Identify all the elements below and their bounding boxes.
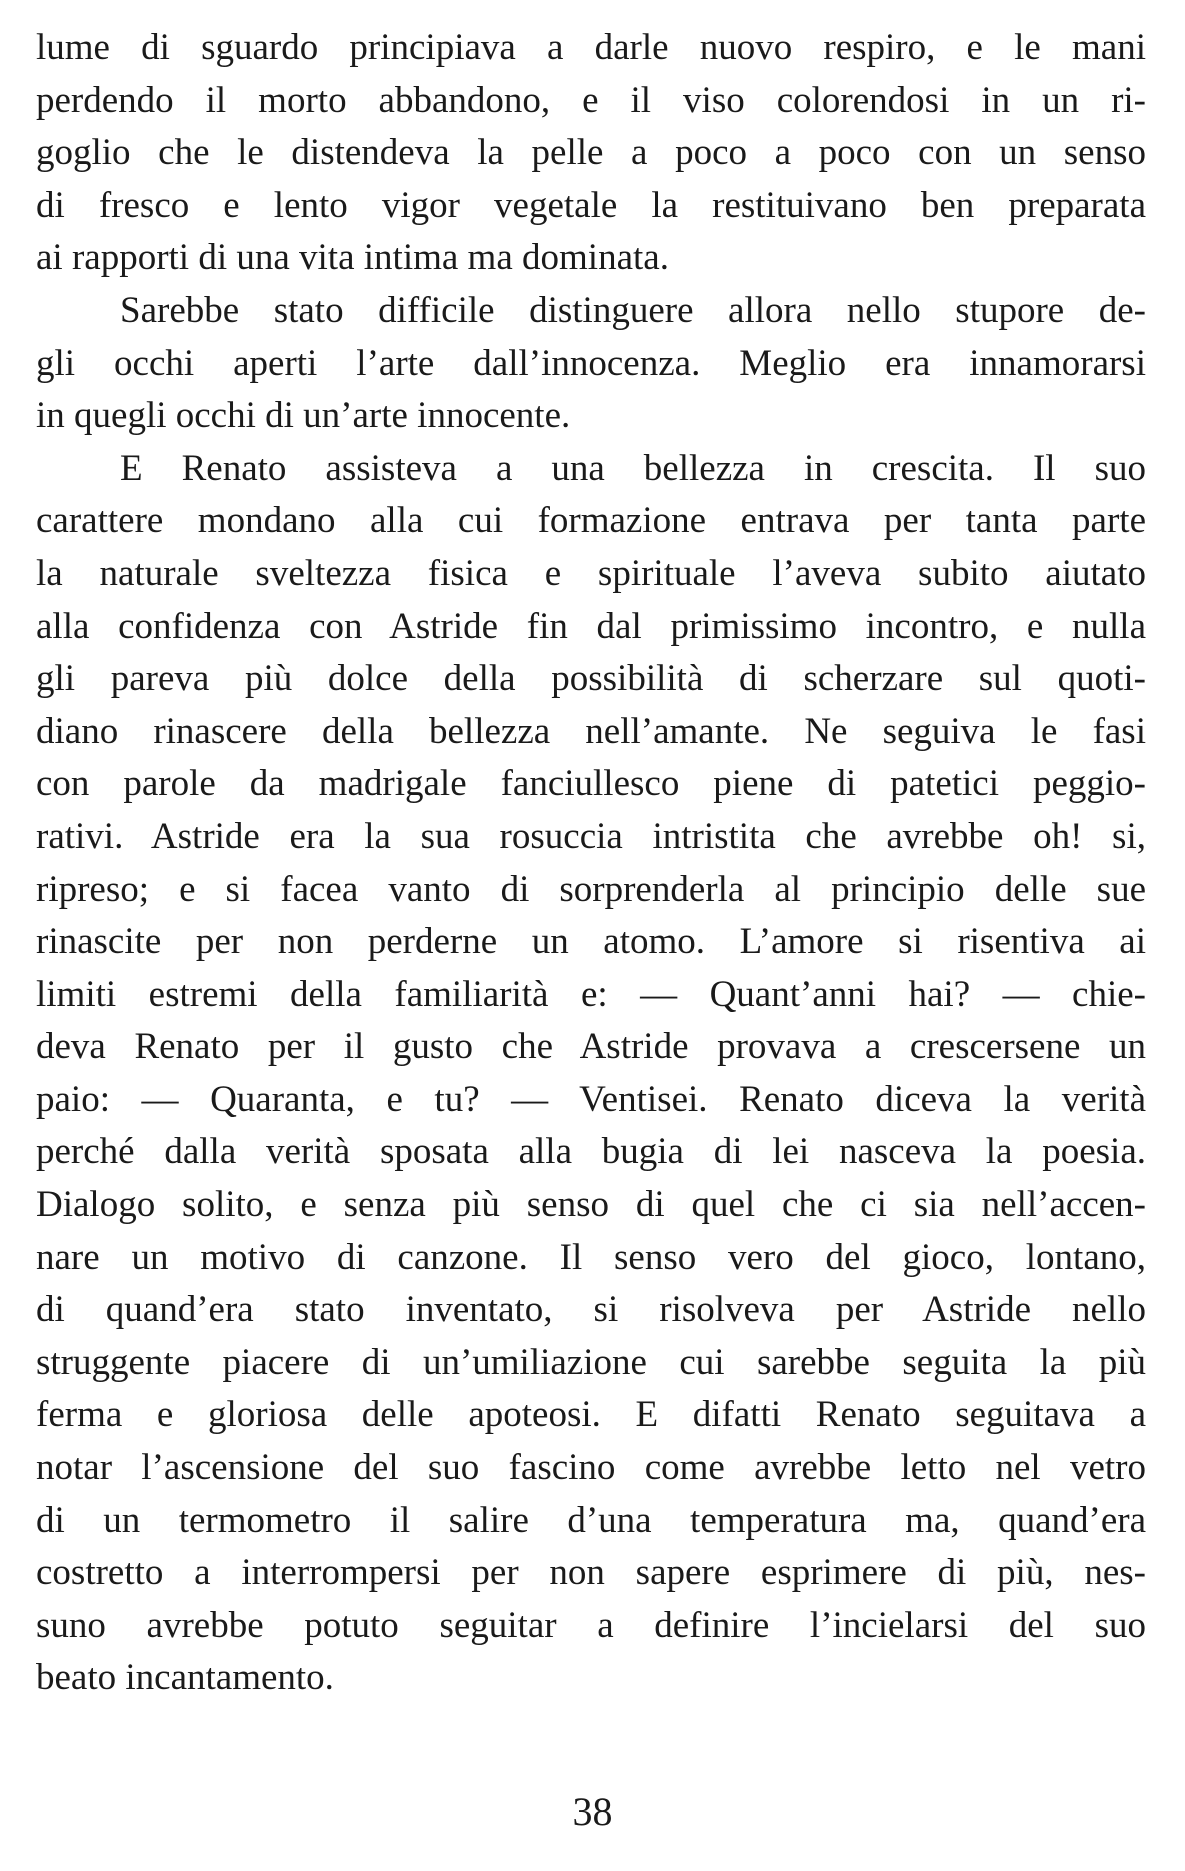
text-line: struggente piacere di un’umiliazione cui sarebbe seguita la più — [36, 1341, 1146, 1383]
text-line: nare un motivo di canzone. Il senso vero del gioco, lontano, — [36, 1236, 1146, 1278]
text-line: alla confidenza con Astride fin dal primissimo incontro, e nulla — [36, 605, 1146, 647]
text-line: ferma e gloriosa delle apoteosi. E difatti Renato seguitava a — [36, 1394, 1146, 1436]
body-text — [36, 22, 1146, 1705]
text-line: in quegli occhi di un’arte innocente. — [36, 395, 571, 437]
text-line: limiti estremi della familiarità e: — Quant’anni hai? — chie- — [36, 973, 1146, 1015]
text-line: ripreso; e si facea vanto di sorprenderla al principio delle sue — [36, 868, 1146, 910]
text-line: perché dalla verità sposata alla bugia di lei nasceva la poesia. — [36, 1131, 1146, 1173]
text-line: paio: — Quaranta, e tu? — Ventisei. Renato diceva la verità — [36, 1078, 1146, 1120]
text-line: suno avrebbe potuto seguitar a definire l’incielarsi del suo — [36, 1604, 1146, 1646]
text-line: notar l’ascensione del suo fascino come avrebbe letto nel vetro — [36, 1447, 1146, 1489]
text-line: E Renato assisteva a una bellezza in crescita. Il suo — [120, 447, 1146, 489]
text-line: Dialogo solito, e senza più senso di quel che ci sia nell’accen- — [36, 1184, 1146, 1226]
text-line: rativi. Astride era la sua rosuccia intristita che avrebbe oh! si, — [36, 815, 1146, 857]
text-line: perdendo il morto abbandono, e il viso colorendosi in un ri- — [36, 79, 1146, 121]
text-line: la naturale sveltezza fisica e spirituale l’aveva subito aiutato — [36, 552, 1146, 594]
page-number: 38 — [572, 1789, 613, 1834]
text-line: costretto a interrompersi per non sapere esprimere di più, nes- — [36, 1552, 1146, 1594]
text-line: di un termometro il salire d’una temperatura ma, quand’era — [36, 1499, 1146, 1541]
text-line: goglio che le distendeva la pelle a poco a poco con un senso — [36, 132, 1146, 174]
text-line: gli occhi aperti l’arte dall’innocenza. Meglio era innamorarsi — [36, 342, 1146, 384]
text-line: con parole da madrigale fanciullesco piene di patetici peggio- — [36, 763, 1146, 805]
text-line: rinascite per non perderne un atomo. L’amore si risentiva ai — [36, 921, 1146, 963]
text-line: ai rapporti di una vita intima ma dominata. — [36, 237, 669, 279]
text-line: di fresco e lento vigor vegetale la restituivano ben preparata — [36, 184, 1146, 226]
text-line: lume di sguardo principiava a darle nuovo respiro, e le mani — [36, 27, 1146, 68]
text-line: di quand’era stato inventato, si risolveva per Astride nello — [36, 1289, 1146, 1331]
text-line: Sarebbe stato difficile distinguere allora nello stupore de- — [120, 289, 1146, 331]
text-line: carattere mondano alla cui formazione entrava per tanta parte — [36, 500, 1146, 542]
text-line: deva Renato per il gusto che Astride provava a crescersene un — [36, 1026, 1146, 1068]
text-line: gli pareva più dolce della possibilità di scherzare sul quoti- — [36, 658, 1146, 700]
text-line: beato incantamento. — [36, 1657, 334, 1699]
text-line: diano rinascere della bellezza nell’amante. Ne seguiva le fasi — [36, 710, 1146, 752]
